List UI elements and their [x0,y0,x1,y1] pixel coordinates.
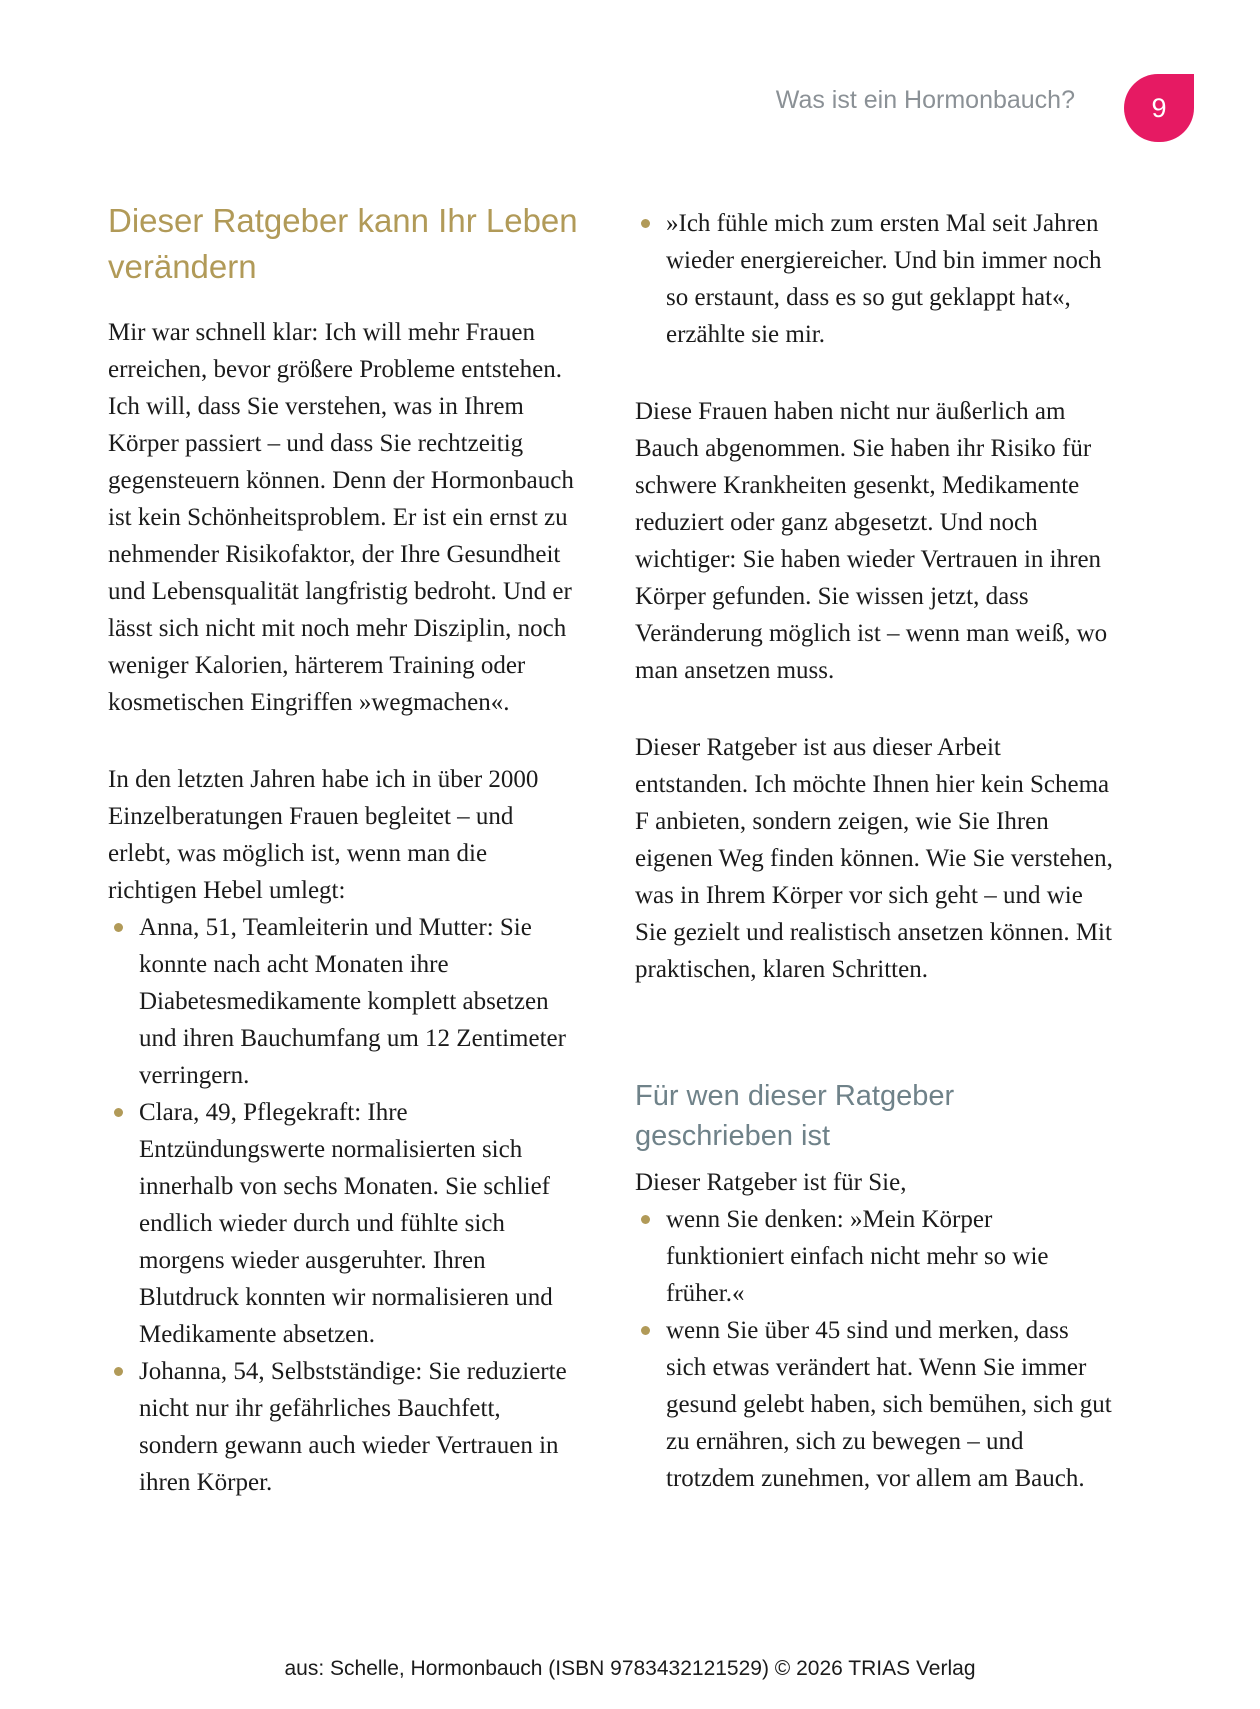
bullet-dot-icon [114,923,123,932]
paragraph-intro: Mir war schnell klar: Ich will mehr Frauen erreichen, bevor größere Probleme entstehen. Ich will, dass Sie verstehen, was in Ihrem Körper passiert – und dass Sie rechtzeitig gegensteuern können. Denn der Hormonbauch ist kein Schönheitsproblem. Er ist ein ernst zu nehmender Risikofaktor, der Ihre Gesundheit und Lebensqualität langfristig bedroht. Und er lässt sich nicht mit noch mehr Disziplin, noch weniger Kalorien, härterem Training oder kosmetischen Eingriffen »wegmachen«. [108,319,574,716]
list-item-text: wenn Sie denken: »Mein Körper funktioniert einfach nicht mehr so wie früher.« [666,1206,1049,1307]
section-heading: Dieser Ratgeber kann Ihr Leben verändern [108,202,578,285]
list-item-text: »Ich fühle mich zum ersten Mal seit Jahren wieder energiereicher. Und bin immer noch so erstaunt, dass es so gut geklappt hat«, erzählte sie mir. [666,210,1102,348]
bullet-dot-icon [641,1326,650,1335]
paragraph-results: Diese Frauen haben nicht nur äußerlich am Bauch abgenommen. Sie haben ihr Risiko für schwere Krankheiten gesenkt, Medikamente reduziert oder ganz abgesetzt. Und noch wichtiger: Sie haben wieder Vertrauen in ihren Körper gefunden. Sie wissen jetzt, dass Veränderung möglich ist – wenn man weiß, wo man ansetzen muss. [635,398,1108,684]
list-item-text: Anna, 51, Teamleiterin und Mutter: Sie konnte nach acht Monaten ihre Diabetesmedikamente komplett absetzen und ihren Bauchumfang um 12 Zentimeter verringern. [139,914,566,1089]
quote-list [635,205,1113,353]
list-item-text: wenn Sie über 45 sind und merken, dass sich etwas verändert hat. Wenn Sie immer gesund gelebt haben, sich bemühen, sich gut zu ernähren, sich zu bewegen – und trotzdem zunehmen, vor allem am Bauch. [666,1317,1112,1492]
bullet-dot-icon [641,1215,650,1224]
running-header-title: Was ist ein Hormonbauch? [775,86,1075,114]
page-number-badge [1124,74,1194,142]
paragraph-lead-in: Dieser Ratgeber ist für Sie, [635,1169,907,1196]
list-item [635,205,1113,353]
list-item [108,1353,582,1501]
bullet-dot-icon [641,219,650,228]
audience-list [635,1201,1113,1497]
list-item [635,1312,1113,1497]
right-column [635,205,1113,1497]
page-number: 9 [1151,92,1167,123]
case-study-list [108,909,582,1501]
list-item [108,1094,582,1353]
paragraph-origin: Dieser Ratgeber ist aus dieser Arbeit entstanden. Ich möchte Ihnen hier kein Schema F anbieten, sondern zeigen, wie Sie Ihren eigenen Weg finden können. Wie Sie verstehen, was in Ihrem Körper vor sich geht – und wie Sie gezielt und realistisch ansetzen können. Mit praktischen, klaren Schritten. [635,734,1113,983]
bullet-dot-icon [114,1367,123,1376]
left-column [108,198,582,1501]
list-item-text: Clara, 49, Pflegekraft: Ihre Entzündungswerte normalisierten sich innerhalb von sechs Monaten. Sie schlief endlich wieder durch und fühlte sich morgens wieder ausgeruhter. Ihren Blutdruck konnten wir normalisieren und Medikamente absetzen. [139,1099,553,1348]
paragraph-experience: In den letzten Jahren habe ich in über 2000 Einzelberatungen Frauen begleitet – und erlebt, was möglich ist, wenn man die richtigen Hebel umlegt: [108,766,539,904]
copyright-footer: aus: Schelle, Hormonbauch (ISBN 9783432121529) © 2026 TRIAS Verlag [284,1657,976,1680]
subsection-heading: Für wen dieser Ratgeber geschrieben ist [635,1080,955,1152]
list-item [635,1201,1113,1312]
bullet-dot-icon [114,1108,123,1117]
list-item-text: Johanna, 54, Selbstständige: Sie reduzierte nicht nur ihr gefährliches Bauchfett, sondern gewann auch wieder Vertrauen in ihren Körper. [139,1358,567,1496]
list-item [108,909,582,1094]
